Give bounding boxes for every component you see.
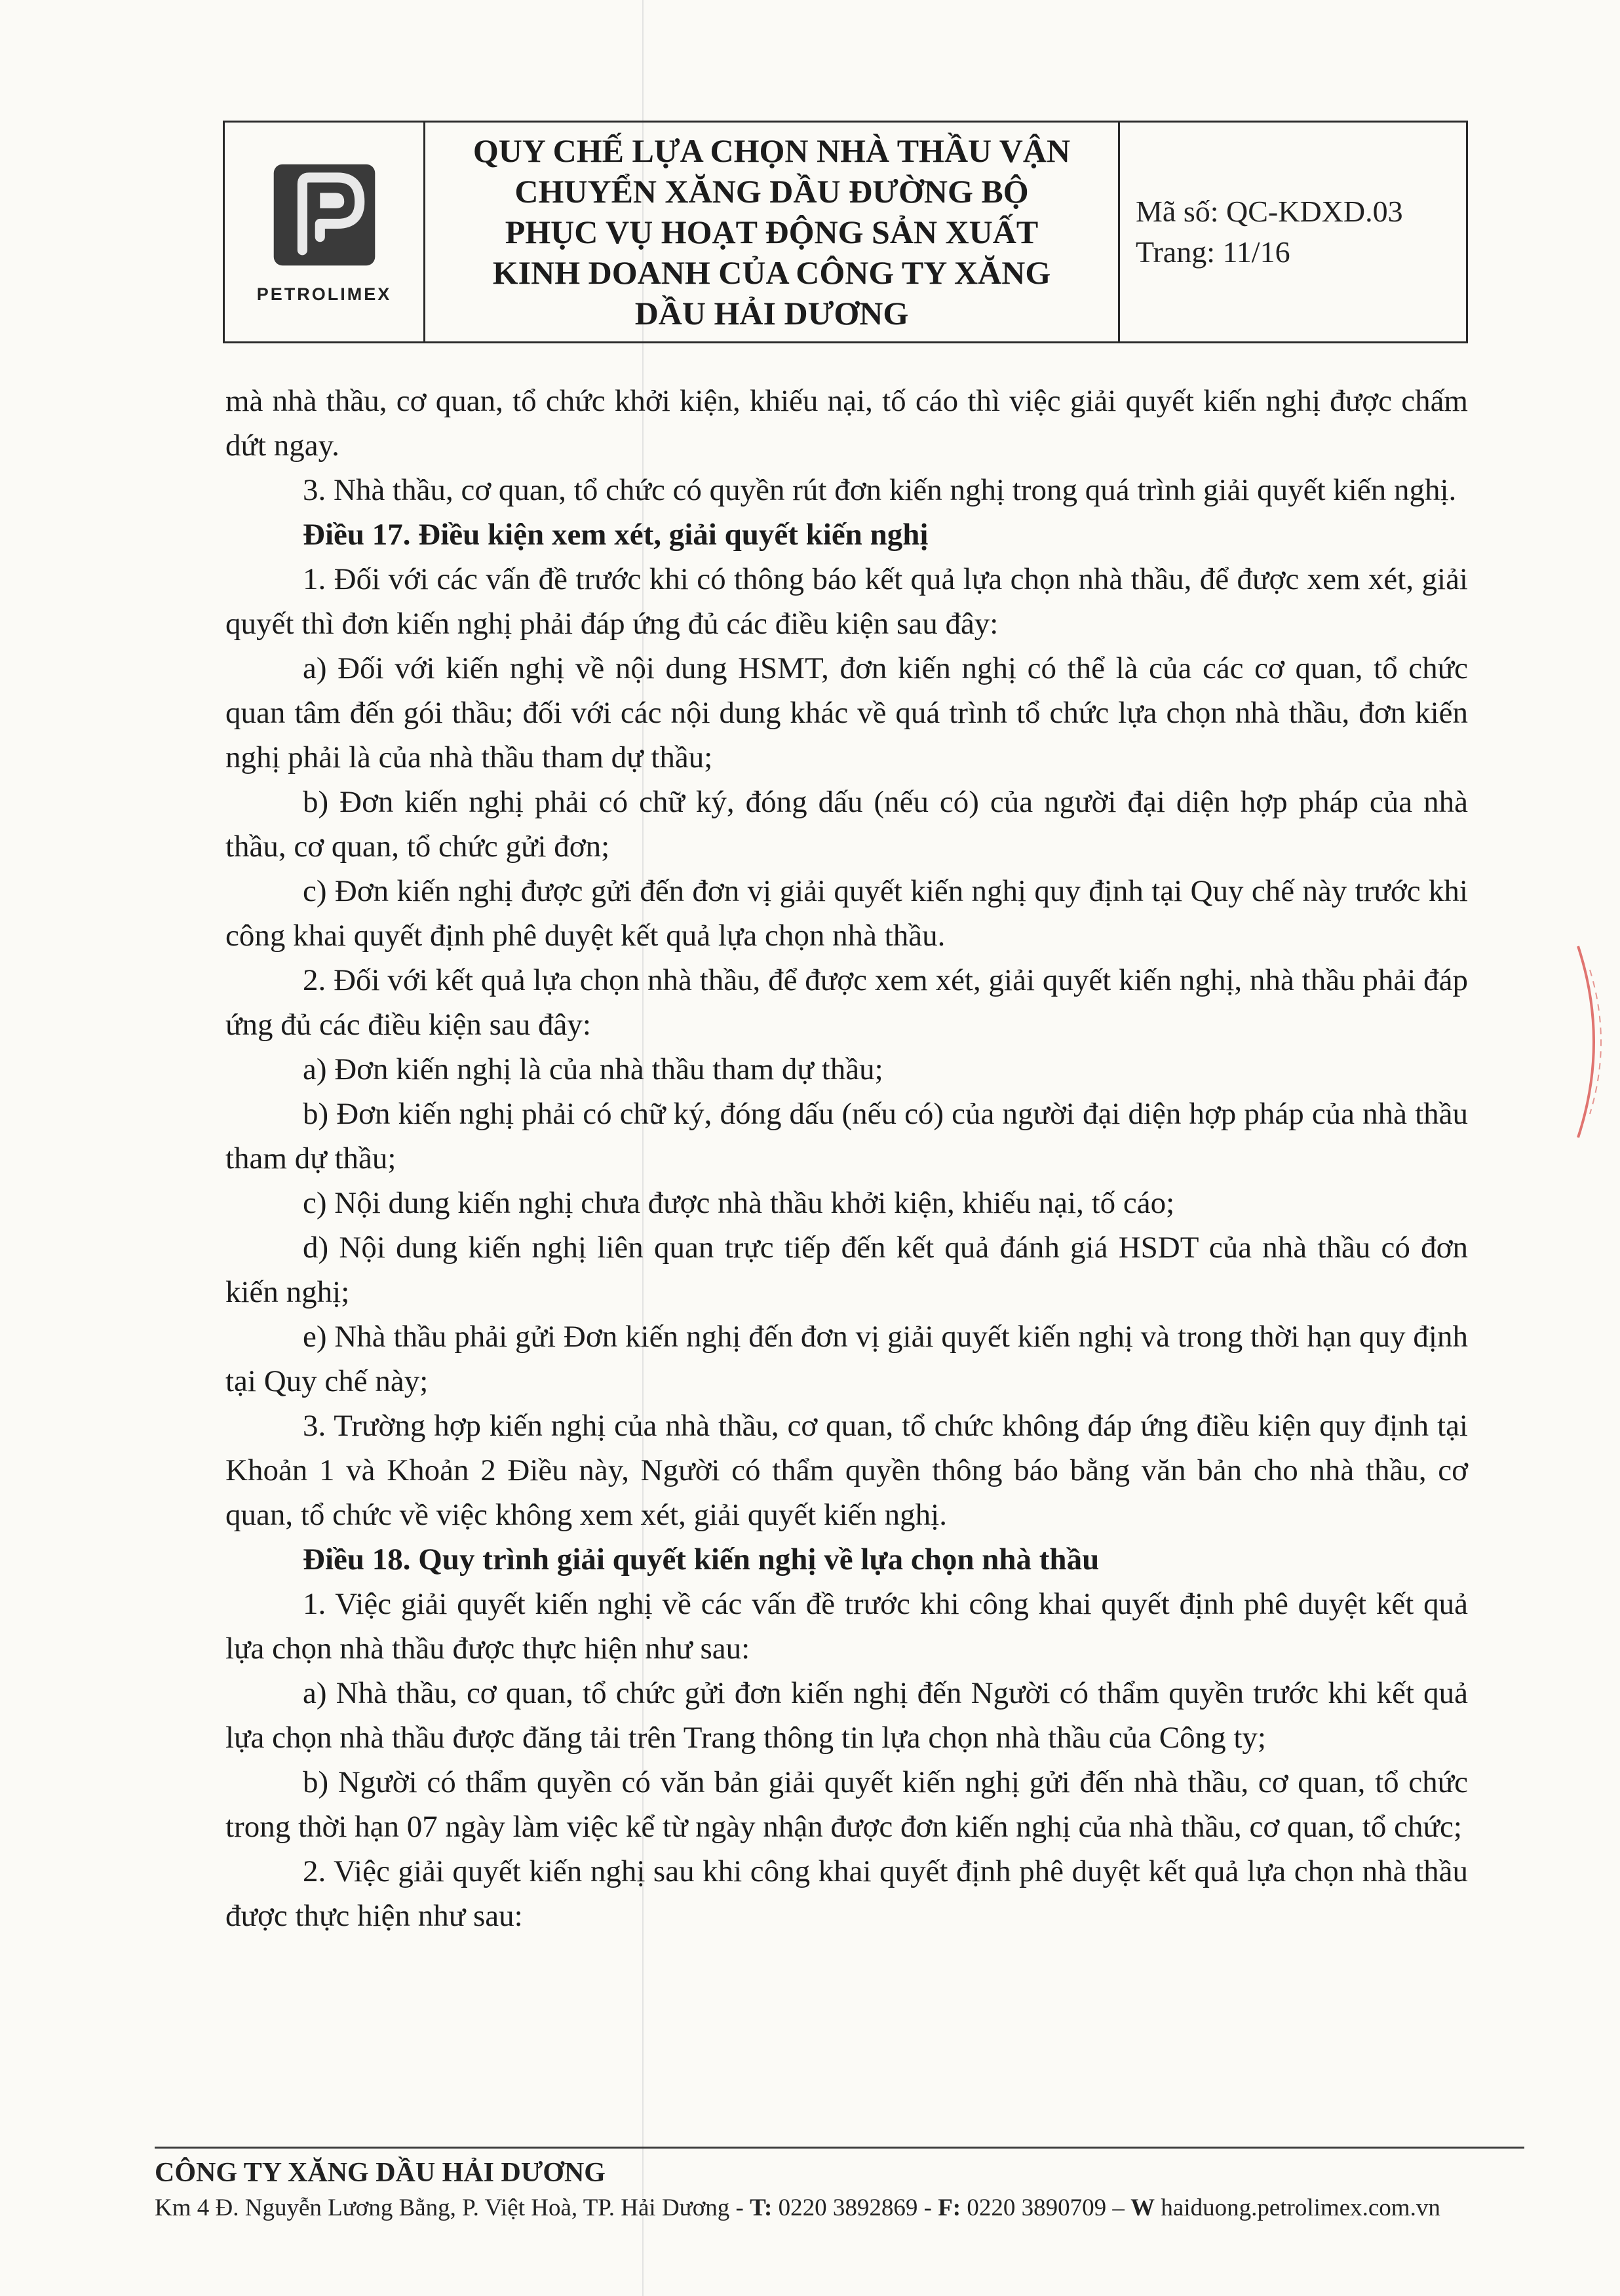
article-heading: Điều 18. Quy trình giải quyết kiến nghị về lựa chọn nhà thầu [303,1542,1100,1577]
paragraph: 2. Việc giải quyết kiến nghị sau khi công khai quyết định phê duyệt kết quả lựa chọn nhà thầu được thực hiện như sau: [225,1854,1468,1933]
paragraph: 3. Nhà thầu, cơ quan, tổ chức có quyền rút đơn kiến nghị trong quá trình giải quyết kiến nghị. [303,473,1457,507]
red-stamp-edge-icon [1573,944,1612,1140]
petrolimex-logo-icon [269,160,379,270]
paragraph: 3. Trường hợp kiến nghị của nhà thầu, cơ quan, tổ chức không đáp ứng điều kiện quy định tại Khoản 1 và Khoản 2 Điều này, Người có thẩm quyền thông báo bằng văn bản cho nhà thầu, cơ quan, tổ chức về việc không xem xét, giải quyết kiến nghị. [225,1409,1468,1532]
paragraph: mà nhà thầu, cơ quan, tổ chức khởi kiện, khiếu nại, tố cáo thì việc giải quyết kiến nghị được chấm dứt ngay. [225,384,1468,463]
logo-cell [225,123,425,341]
document-code: Mã số: QC-KDXD.03 [1136,195,1403,228]
article-heading: Điều 17. Điều kiện xem xét, giải quyết kiến nghị [303,518,929,552]
page-number: Trang: 11/16 [1136,235,1290,269]
title-line: QUY CHẾ LỰA CHỌN NHÀ THẦU VẬN [473,132,1071,169]
paragraph: c) Nội dung kiến nghị chưa được nhà thầu khởi kiện, khiếu nại, tố cáo; [303,1186,1175,1220]
title-line: DẦU HẢI DƯƠNG [634,295,909,332]
title-line: CHUYỂN XĂNG DẦU ĐƯỜNG BỘ [514,173,1029,210]
paragraph: 2. Đối với kết quả lựa chọn nhà thầu, để được xem xét, giải quyết kiến nghị, nhà thầu phải đáp ứng đủ các điều kiện sau đây: [225,963,1468,1042]
paragraph: d) Nội dung kiến nghị liên quan trực tiếp đến kết quả đánh giá HSDT của nhà thầu có đơn kiến nghị; [225,1231,1468,1309]
paragraph: e) Nhà thầu phải gửi Đơn kiến nghị đến đơn vị giải quyết kiến nghị và trong thời hạn quy định tại Quy chế này; [225,1320,1468,1398]
title-line: PHỤC VỤ HOẠT ĐỘNG SẢN XUẤT [505,214,1039,250]
footer-divider [155,2147,1524,2149]
phone-label: T: [750,2194,773,2221]
footer-website: haiduong.petrolimex.com.vn [1155,2194,1440,2221]
paragraph: 1. Việc giải quyết kiến nghị về các vấn đề trước khi công khai quyết định phê duyệt kết quả lựa chọn nhà thầu được thực hiện như sau: [225,1587,1468,1666]
code-cell [1120,123,1466,341]
paragraph: a) Đơn kiến nghị là của nhà thầu tham dự thầu; [303,1052,883,1086]
document-title [473,130,1070,334]
title-line: KINH DOANH CỦA CÔNG TY XĂNG [492,254,1051,291]
document-body [225,379,1468,1938]
paragraph: c) Đơn kiến nghị được gửi đến đơn vị giải quyết kiến nghị quy định tại Quy chế này trước khi công khai quyết định phê duyệt kết quả lựa chọn nhà thầu. [225,874,1468,953]
title-cell [425,123,1120,341]
paragraph: a) Đối với kiến nghị về nội dung HSMT, đơn kiến nghị có thể là của các cơ quan, tổ chức quan tâm đến gói thầu; đối với các nội dung khác về quá trình tổ chức lựa chọn nhà thầu, đơn kiến nghị phải là của nhà thầu tham dự thầu; [225,651,1468,775]
paragraph: a) Nhà thầu, cơ quan, tổ chức gửi đơn kiến nghị đến Người có thẩm quyền trước khi kết quả lựa chọn nhà thầu được đăng tải trên Trang thông tin lựa chọn nhà thầu của Công ty; [225,1676,1468,1755]
paragraph: b) Người có thẩm quyền có văn bản giải quyết kiến nghị gửi đến nhà thầu, cơ quan, tổ chức trong thời hạn 07 ngày làm việc kể từ ngày nhận được đơn kiến nghị của nhà thầu, cơ quan, tổ chức; [225,1765,1468,1844]
footer-company: CÔNG TY XĂNG DẦU HẢI DƯƠNG [155,2158,606,2188]
footer-contact [155,2194,1440,2222]
paragraph: b) Đơn kiến nghị phải có chữ ký, đóng dấu (nếu có) của người đại diện hợp pháp của nhà thầu, cơ quan, tổ chức gửi đơn; [225,785,1468,864]
footer-fax: 0220 3890709 – [961,2194,1131,2221]
document-header [223,121,1468,343]
footer-address: Km 4 Đ. Nguyễn Lương Bằng, P. Việt Hoà, TP. Hải Dương - [155,2194,750,2221]
fax-label: F: [938,2194,961,2221]
logo-text: PETROLIMEX [256,284,392,304]
web-label: W [1130,2194,1155,2221]
paragraph: b) Đơn kiến nghị phải có chữ ký, đóng dấu (nếu có) của người đại diện hợp pháp của nhà thầu tham dự thầu; [225,1097,1468,1176]
footer-phone: 0220 3892869 - [772,2194,938,2221]
paragraph: 1. Đối với các vấn đề trước khi có thông báo kết quả lựa chọn nhà thầu, để được xem xét, giải quyết thì đơn kiến nghị phải đáp ứng đủ các điều kiện sau đây: [225,562,1468,641]
